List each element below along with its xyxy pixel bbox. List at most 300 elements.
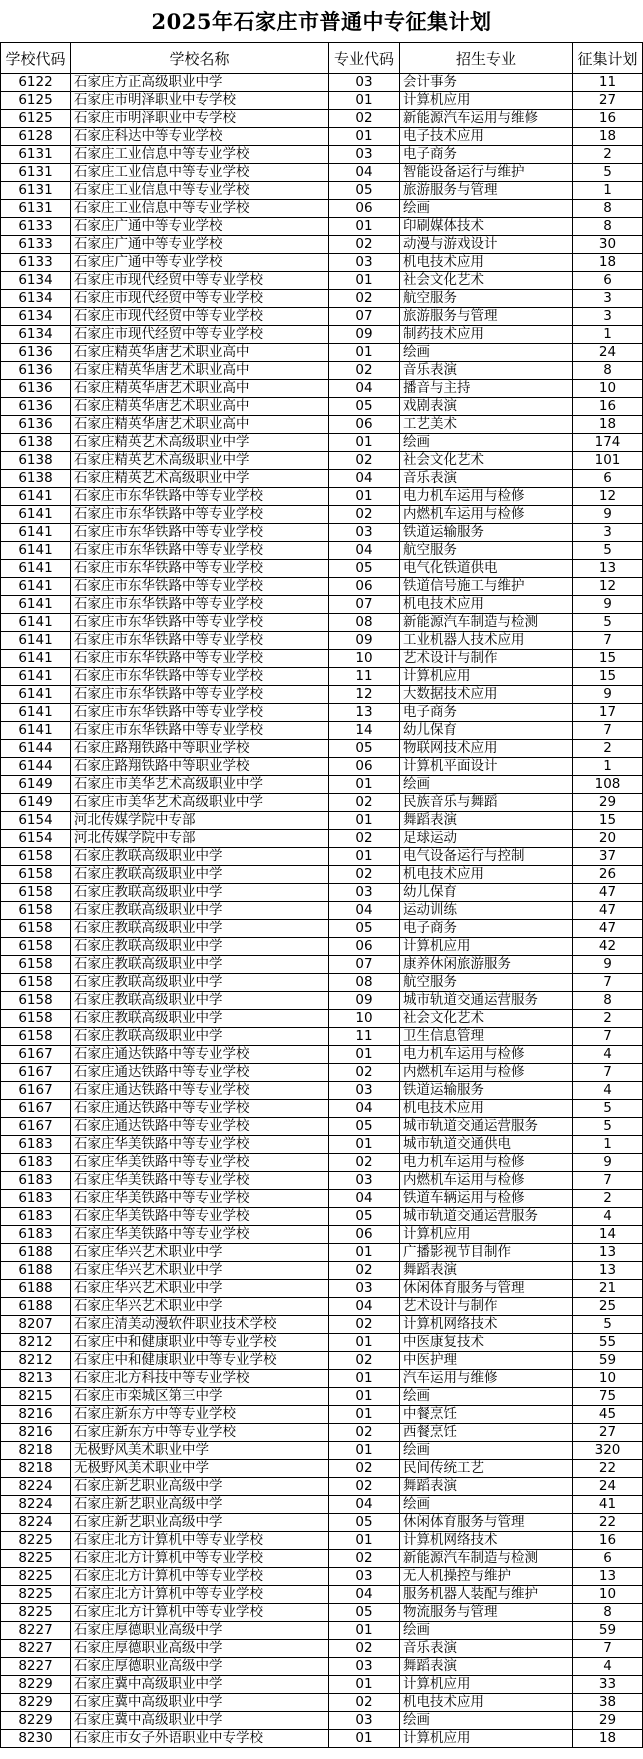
- school-name-cell: 石家庄华美铁路中等专业学校: [71, 1226, 329, 1244]
- quota-cell: 18: [573, 128, 643, 146]
- major-code-cell: 02: [329, 794, 400, 812]
- major-code-cell: 02: [329, 1460, 400, 1478]
- table-row: [1, 902, 643, 920]
- school-name-cell: 石家庄广通中等专业学校: [71, 236, 329, 254]
- major-code-cell: 01: [329, 1388, 400, 1406]
- school-name-cell: 石家庄精英艺术高级职业中学: [71, 452, 329, 470]
- major-code-cell: 02: [329, 290, 400, 308]
- school-name-cell: 石家庄市美华艺术高级职业中学: [71, 776, 329, 794]
- school-code-cell: 6141: [1, 686, 71, 704]
- school-code-cell: 8216: [1, 1406, 71, 1424]
- quota-cell: 16: [573, 110, 643, 128]
- quota-cell: 1: [573, 758, 643, 776]
- school-name-cell: 石家庄市东华铁路中等专业学校: [71, 614, 329, 632]
- header-major-name: 招生专业: [400, 43, 573, 74]
- quota-cell: 24: [573, 344, 643, 362]
- quota-cell: 22: [573, 1514, 643, 1532]
- school-name-cell: 石家庄市东华铁路中等专业学校: [71, 632, 329, 650]
- school-code-cell: 6141: [1, 632, 71, 650]
- school-code-cell: 8215: [1, 1388, 71, 1406]
- header-quota: 征集计划: [573, 43, 643, 74]
- school-code-cell: 6122: [1, 74, 71, 92]
- quota-cell: 5: [573, 542, 643, 560]
- major-code-cell: 04: [329, 1298, 400, 1316]
- major-code-cell: 05: [329, 398, 400, 416]
- major-name-cell: 计算机网络技术: [400, 1316, 573, 1334]
- major-name-cell: 航空服务: [400, 290, 573, 308]
- quota-cell: 2: [573, 740, 643, 758]
- major-name-cell: 航空服务: [400, 974, 573, 992]
- major-code-cell: 02: [329, 362, 400, 380]
- major-name-cell: 计算机应用: [400, 92, 573, 110]
- school-name-cell: 石家庄市明泽职业中专学校: [71, 92, 329, 110]
- school-name-cell: 石家庄新艺职业高级中学: [71, 1496, 329, 1514]
- quota-cell: 47: [573, 920, 643, 938]
- major-name-cell: 计算机应用: [400, 1730, 573, 1748]
- major-code-cell: 06: [329, 1226, 400, 1244]
- enrollment-table: [0, 42, 643, 1748]
- school-code-cell: 6183: [1, 1154, 71, 1172]
- major-name-cell: 内燃机车运用与检修: [400, 506, 573, 524]
- major-name-cell: 旅游服务与管理: [400, 308, 573, 326]
- major-name-cell: 广播影视节目制作: [400, 1244, 573, 1262]
- school-code-cell: 6133: [1, 254, 71, 272]
- school-code-cell: 6131: [1, 164, 71, 182]
- school-code-cell: 6154: [1, 812, 71, 830]
- major-name-cell: 印刷媒体技术: [400, 218, 573, 236]
- table-row: [1, 1190, 643, 1208]
- school-code-cell: 6141: [1, 488, 71, 506]
- table-row: [1, 1496, 643, 1514]
- major-name-cell: 计算机应用: [400, 1676, 573, 1694]
- school-name-cell: 石家庄科达中等专业学校: [71, 128, 329, 146]
- school-code-cell: 6141: [1, 560, 71, 578]
- table-row: [1, 704, 643, 722]
- school-name-cell: 石家庄市东华铁路中等专业学校: [71, 668, 329, 686]
- school-code-cell: 8212: [1, 1352, 71, 1370]
- school-name-cell: 石家庄教联高级职业中学: [71, 920, 329, 938]
- school-code-cell: 6133: [1, 218, 71, 236]
- table-row: [1, 1028, 643, 1046]
- quota-cell: 1: [573, 326, 643, 344]
- table-row: [1, 218, 643, 236]
- table-row: [1, 1586, 643, 1604]
- table-row: [1, 884, 643, 902]
- major-code-cell: 05: [329, 740, 400, 758]
- table-row: [1, 308, 643, 326]
- quota-cell: 15: [573, 650, 643, 668]
- major-name-cell: 运动训练: [400, 902, 573, 920]
- school-code-cell: 6158: [1, 992, 71, 1010]
- quota-cell: 3: [573, 524, 643, 542]
- major-code-cell: 02: [329, 1262, 400, 1280]
- quota-cell: 5: [573, 164, 643, 182]
- school-name-cell: 石家庄北方计算机中等专业学校: [71, 1604, 329, 1622]
- major-name-cell: 新能源汽车运用与维修: [400, 110, 573, 128]
- major-code-cell: 01: [329, 1442, 400, 1460]
- major-name-cell: 城市轨道交通运营服务: [400, 1208, 573, 1226]
- major-code-cell: 08: [329, 974, 400, 992]
- school-code-cell: 6131: [1, 146, 71, 164]
- quota-cell: 7: [573, 1064, 643, 1082]
- major-code-cell: 01: [329, 776, 400, 794]
- school-code-cell: 6141: [1, 722, 71, 740]
- major-code-cell: 01: [329, 1334, 400, 1352]
- major-code-cell: 02: [329, 236, 400, 254]
- school-name-cell: 石家庄市东华铁路中等专业学校: [71, 650, 329, 668]
- major-name-cell: 幼儿保育: [400, 722, 573, 740]
- major-code-cell: 07: [329, 596, 400, 614]
- table-row: [1, 1514, 643, 1532]
- table-row: [1, 1082, 643, 1100]
- quota-cell: 55: [573, 1334, 643, 1352]
- table-row: [1, 848, 643, 866]
- major-name-cell: 计算机网络技术: [400, 1532, 573, 1550]
- table-row: [1, 632, 643, 650]
- table-row: [1, 1424, 643, 1442]
- school-name-cell: 石家庄冀中高级职业中学: [71, 1694, 329, 1712]
- table-row: [1, 740, 643, 758]
- table-row: [1, 344, 643, 362]
- school-code-cell: 6158: [1, 902, 71, 920]
- major-code-cell: 01: [329, 812, 400, 830]
- table-row: [1, 1280, 643, 1298]
- quota-cell: 37: [573, 848, 643, 866]
- major-code-cell: 02: [329, 1550, 400, 1568]
- school-name-cell: 石家庄广通中等专业学校: [71, 254, 329, 272]
- school-code-cell: 8227: [1, 1622, 71, 1640]
- school-code-cell: 6136: [1, 416, 71, 434]
- quota-cell: 16: [573, 398, 643, 416]
- school-name-cell: 无极野风美术职业中学: [71, 1460, 329, 1478]
- major-name-cell: 城市轨道交通供电: [400, 1136, 573, 1154]
- major-name-cell: 机电技术应用: [400, 1100, 573, 1118]
- school-code-cell: 8225: [1, 1532, 71, 1550]
- major-code-cell: 05: [329, 1514, 400, 1532]
- school-code-cell: 8224: [1, 1478, 71, 1496]
- major-code-cell: 02: [329, 1316, 400, 1334]
- school-code-cell: 6158: [1, 1028, 71, 1046]
- school-code-cell: 6158: [1, 848, 71, 866]
- school-code-cell: 6183: [1, 1190, 71, 1208]
- major-code-cell: 01: [329, 1370, 400, 1388]
- school-code-cell: 8229: [1, 1694, 71, 1712]
- school-code-cell: 6158: [1, 956, 71, 974]
- table-row: [1, 1172, 643, 1190]
- school-code-cell: 8218: [1, 1460, 71, 1478]
- major-name-cell: 机电技术应用: [400, 1694, 573, 1712]
- major-code-cell: 02: [329, 866, 400, 884]
- school-name-cell: 石家庄通达铁路中等专业学校: [71, 1082, 329, 1100]
- school-name-cell: 石家庄市东华铁路中等专业学校: [71, 704, 329, 722]
- major-code-cell: 02: [329, 1424, 400, 1442]
- major-name-cell: 绘画: [400, 1712, 573, 1730]
- table-row: [1, 722, 643, 740]
- table-row: [1, 560, 643, 578]
- school-code-cell: 6167: [1, 1100, 71, 1118]
- table-row: [1, 1334, 643, 1352]
- major-code-cell: 06: [329, 578, 400, 596]
- quota-cell: 7: [573, 1172, 643, 1190]
- major-code-cell: 03: [329, 1082, 400, 1100]
- quota-cell: 12: [573, 578, 643, 596]
- school-code-cell: 8225: [1, 1586, 71, 1604]
- table-row: [1, 290, 643, 308]
- header-school-name: 学校名称: [71, 43, 329, 74]
- school-code-cell: 6128: [1, 128, 71, 146]
- table-row: [1, 1604, 643, 1622]
- school-code-cell: 6183: [1, 1172, 71, 1190]
- quota-cell: 18: [573, 254, 643, 272]
- major-name-cell: 音乐表演: [400, 470, 573, 488]
- school-code-cell: 6141: [1, 614, 71, 632]
- major-code-cell: 04: [329, 902, 400, 920]
- major-code-cell: 02: [329, 1478, 400, 1496]
- major-code-cell: 03: [329, 1658, 400, 1676]
- table-row: [1, 182, 643, 200]
- school-name-cell: 石家庄华美铁路中等专业学校: [71, 1208, 329, 1226]
- table-row: [1, 794, 643, 812]
- major-name-cell: 城市轨道交通运营服务: [400, 992, 573, 1010]
- major-name-cell: 新能源汽车制造与检测: [400, 614, 573, 632]
- table-row: [1, 1118, 643, 1136]
- major-name-cell: 航空服务: [400, 542, 573, 560]
- school-name-cell: 石家庄通达铁路中等专业学校: [71, 1064, 329, 1082]
- school-code-cell: 6144: [1, 758, 71, 776]
- major-name-cell: 内燃机车运用与检修: [400, 1172, 573, 1190]
- table-row: [1, 542, 643, 560]
- school-code-cell: 6158: [1, 920, 71, 938]
- table-row: [1, 92, 643, 110]
- school-name-cell: 石家庄华美铁路中等专业学校: [71, 1190, 329, 1208]
- school-name-cell: 石家庄中和健康职业中等专业学校: [71, 1352, 329, 1370]
- major-code-cell: 02: [329, 1640, 400, 1658]
- major-code-cell: 03: [329, 1172, 400, 1190]
- major-name-cell: 铁道运输服务: [400, 524, 573, 542]
- quota-cell: 2: [573, 146, 643, 164]
- major-code-cell: 05: [329, 1208, 400, 1226]
- quota-cell: 4: [573, 1082, 643, 1100]
- school-name-cell: 石家庄教联高级职业中学: [71, 1028, 329, 1046]
- school-name-cell: 石家庄市明泽职业中专学校: [71, 110, 329, 128]
- school-code-cell: 6131: [1, 182, 71, 200]
- major-code-cell: 02: [329, 1694, 400, 1712]
- school-code-cell: 6158: [1, 884, 71, 902]
- major-code-cell: 05: [329, 1118, 400, 1136]
- table-row: [1, 326, 643, 344]
- table-row: [1, 974, 643, 992]
- quota-cell: 5: [573, 1100, 643, 1118]
- table-row: [1, 1262, 643, 1280]
- table-row: [1, 1478, 643, 1496]
- major-name-cell: 计算机应用: [400, 1226, 573, 1244]
- major-name-cell: 铁道信号施工与维护: [400, 578, 573, 596]
- table-row: [1, 146, 643, 164]
- table-row: [1, 272, 643, 290]
- major-code-cell: 08: [329, 614, 400, 632]
- table-row: [1, 164, 643, 182]
- school-code-cell: 6167: [1, 1082, 71, 1100]
- major-name-cell: 电气化铁道供电: [400, 560, 573, 578]
- table-row: [1, 830, 643, 848]
- major-name-cell: 舞蹈表演: [400, 1658, 573, 1676]
- table-row: [1, 434, 643, 452]
- school-code-cell: 8218: [1, 1442, 71, 1460]
- major-name-cell: 休闲体育服务与管理: [400, 1280, 573, 1298]
- school-code-cell: 6125: [1, 110, 71, 128]
- school-name-cell: 石家庄华美铁路中等专业学校: [71, 1136, 329, 1154]
- quota-cell: 13: [573, 1244, 643, 1262]
- major-name-cell: 绘画: [400, 344, 573, 362]
- major-code-cell: 03: [329, 524, 400, 542]
- quota-cell: 7: [573, 1640, 643, 1658]
- school-name-cell: 河北传媒学院中专部: [71, 812, 329, 830]
- school-name-cell: 石家庄市东华铁路中等专业学校: [71, 488, 329, 506]
- school-code-cell: 6144: [1, 740, 71, 758]
- school-name-cell: 石家庄北方科技中等专业学校: [71, 1370, 329, 1388]
- table-row: [1, 1208, 643, 1226]
- school-code-cell: 8225: [1, 1604, 71, 1622]
- school-code-cell: 6167: [1, 1118, 71, 1136]
- quota-cell: 24: [573, 1478, 643, 1496]
- school-name-cell: 石家庄教联高级职业中学: [71, 884, 329, 902]
- school-code-cell: 6183: [1, 1208, 71, 1226]
- school-name-cell: 石家庄北方计算机中等专业学校: [71, 1586, 329, 1604]
- table-row: [1, 416, 643, 434]
- school-name-cell: 石家庄市东华铁路中等专业学校: [71, 596, 329, 614]
- table-row: [1, 524, 643, 542]
- table-row: [1, 812, 643, 830]
- school-name-cell: 石家庄工业信息中等专业学校: [71, 200, 329, 218]
- school-code-cell: 6141: [1, 668, 71, 686]
- school-code-cell: 6188: [1, 1298, 71, 1316]
- major-name-cell: 艺术设计与制作: [400, 650, 573, 668]
- school-code-cell: 6138: [1, 470, 71, 488]
- school-code-cell: 6134: [1, 308, 71, 326]
- table-row: [1, 1370, 643, 1388]
- school-name-cell: 石家庄华兴艺术职业中学: [71, 1262, 329, 1280]
- school-code-cell: 6141: [1, 542, 71, 560]
- school-code-cell: 8229: [1, 1676, 71, 1694]
- major-name-cell: 城市轨道交通运营服务: [400, 1118, 573, 1136]
- quota-cell: 12: [573, 488, 643, 506]
- table-row: [1, 758, 643, 776]
- major-code-cell: 09: [329, 632, 400, 650]
- school-name-cell: 石家庄北方计算机中等专业学校: [71, 1532, 329, 1550]
- table-row: [1, 1010, 643, 1028]
- quota-cell: 21: [573, 1280, 643, 1298]
- table-row: [1, 1694, 643, 1712]
- quota-cell: 10: [573, 1586, 643, 1604]
- major-name-cell: 机电技术应用: [400, 866, 573, 884]
- major-name-cell: 电力机车运用与检修: [400, 1046, 573, 1064]
- major-name-cell: 舞蹈表演: [400, 1478, 573, 1496]
- major-code-cell: 06: [329, 758, 400, 776]
- school-name-cell: 石家庄精英华唐艺术职业高中: [71, 380, 329, 398]
- quota-cell: 27: [573, 92, 643, 110]
- school-code-cell: 6141: [1, 650, 71, 668]
- table-row: [1, 488, 643, 506]
- quota-cell: 4: [573, 1658, 643, 1676]
- major-name-cell: 计算机平面设计: [400, 758, 573, 776]
- major-name-cell: 绘画: [400, 776, 573, 794]
- school-name-cell: 石家庄清美动漫软件职业技术学校: [71, 1316, 329, 1334]
- major-code-cell: 02: [329, 506, 400, 524]
- quota-cell: 42: [573, 938, 643, 956]
- school-name-cell: 石家庄市东华铁路中等专业学校: [71, 722, 329, 740]
- school-code-cell: 6138: [1, 434, 71, 452]
- school-code-cell: 6131: [1, 200, 71, 218]
- major-name-cell: 物联网技术应用: [400, 740, 573, 758]
- quota-cell: 29: [573, 794, 643, 812]
- major-code-cell: 05: [329, 560, 400, 578]
- school-name-cell: 石家庄精英华唐艺术职业高中: [71, 344, 329, 362]
- major-name-cell: 康养休闲旅游服务: [400, 956, 573, 974]
- table-row: [1, 506, 643, 524]
- quota-cell: 320: [573, 1442, 643, 1460]
- quota-cell: 13: [573, 560, 643, 578]
- major-code-cell: 01: [329, 1730, 400, 1748]
- table-row: [1, 992, 643, 1010]
- major-name-cell: 制药技术应用: [400, 326, 573, 344]
- table-row: [1, 1658, 643, 1676]
- school-code-cell: 6149: [1, 794, 71, 812]
- major-name-cell: 服务机器人装配与维护: [400, 1586, 573, 1604]
- table-row: [1, 200, 643, 218]
- quota-cell: 1: [573, 182, 643, 200]
- school-name-cell: 石家庄精英华唐艺术职业高中: [71, 362, 329, 380]
- school-name-cell: 石家庄厚德职业高级中学: [71, 1622, 329, 1640]
- major-name-cell: 大数据技术应用: [400, 686, 573, 704]
- major-code-cell: 09: [329, 992, 400, 1010]
- major-name-cell: 电子商务: [400, 704, 573, 722]
- major-code-cell: 06: [329, 200, 400, 218]
- major-code-cell: 02: [329, 452, 400, 470]
- major-name-cell: 播音与主持: [400, 380, 573, 398]
- major-code-cell: 02: [329, 1064, 400, 1082]
- quota-cell: 8: [573, 992, 643, 1010]
- major-name-cell: 中餐烹饪: [400, 1406, 573, 1424]
- quota-cell: 75: [573, 1388, 643, 1406]
- table-row: [1, 254, 643, 272]
- school-name-cell: 石家庄厚德职业高级中学: [71, 1640, 329, 1658]
- school-code-cell: 6141: [1, 524, 71, 542]
- quota-cell: 38: [573, 1694, 643, 1712]
- major-code-cell: 07: [329, 308, 400, 326]
- table-row: [1, 956, 643, 974]
- quota-cell: 4: [573, 1046, 643, 1064]
- quota-cell: 7: [573, 974, 643, 992]
- school-code-cell: 6136: [1, 362, 71, 380]
- school-name-cell: 石家庄市现代经贸中等专业学校: [71, 308, 329, 326]
- major-name-cell: 电力机车运用与检修: [400, 1154, 573, 1172]
- major-name-cell: 会计事务: [400, 74, 573, 92]
- school-name-cell: 石家庄市女子外语职业中专学校: [71, 1730, 329, 1748]
- quota-cell: 29: [573, 1712, 643, 1730]
- quota-cell: 9: [573, 596, 643, 614]
- table-row: [1, 1154, 643, 1172]
- school-name-cell: 石家庄新艺职业高级中学: [71, 1514, 329, 1532]
- major-code-cell: 03: [329, 254, 400, 272]
- major-code-cell: 05: [329, 182, 400, 200]
- school-name-cell: 石家庄教联高级职业中学: [71, 938, 329, 956]
- table-row: [1, 1406, 643, 1424]
- major-code-cell: 04: [329, 380, 400, 398]
- quota-cell: 2: [573, 1190, 643, 1208]
- school-name-cell: 石家庄北方计算机中等专业学校: [71, 1550, 329, 1568]
- quota-cell: 16: [573, 1532, 643, 1550]
- school-code-cell: 6188: [1, 1280, 71, 1298]
